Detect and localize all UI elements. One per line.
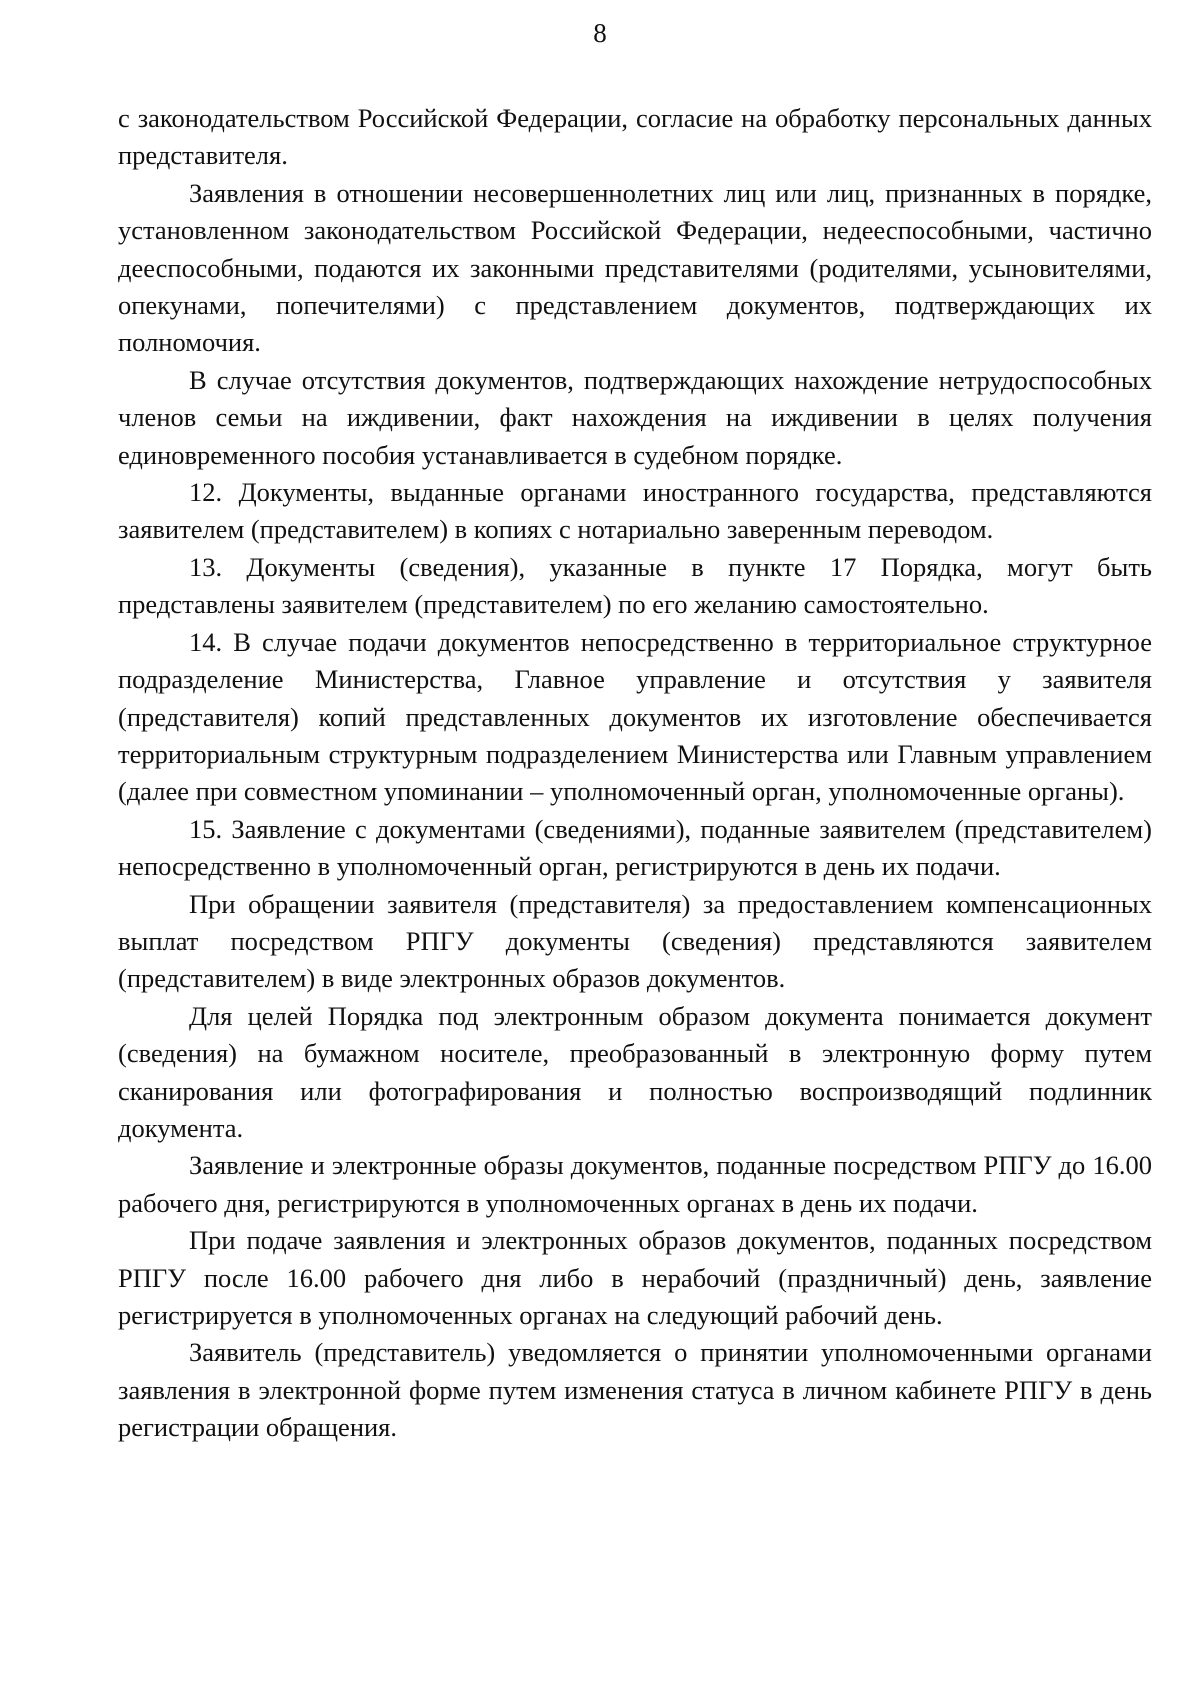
paragraph-registration-before-1600: Заявление и электронные образы документов, поданные посредством РПГУ до 16.00 рабочего дня, регистрируются в уполномоченных органах в день их подачи. bbox=[118, 1150, 1152, 1218]
page-number: 8 bbox=[593, 18, 607, 48]
paragraph-item-12: 12. Документы, выданные органами иностранного государства, представляются заявителем (представителем) в копиях с нотариально заверенным переводом. bbox=[118, 477, 1152, 545]
paragraph-item-15: 15. Заявление с документами (сведениями), поданные заявителем (представителем) непосредственно в уполномоченный орган, регистрируются в день их подачи. bbox=[118, 813, 1152, 882]
paragraph-registration-after-1600: При подаче заявления и электронных образов документов, поданных посредством РПГУ после 16.00 рабочего дня либо в нерабочий (праздничный) день, заявление регистрируется в уполномоченных органах на следующий рабочий день. bbox=[118, 1225, 1152, 1330]
paragraph-item-13: 13. Документы (сведения), указанные в пункте 17 Порядка, могут быть представлены заявителем (представителем) по его желанию самостоятельно. bbox=[118, 551, 1152, 620]
paragraph-electronic-image-definition: Для целей Порядка под электронным образом документа понимается документ (сведения) на бумажном носителе, преобразованный в электронную форму путем сканирования или фотографирования и полностью воспроизводящий подлинник документа. bbox=[118, 1000, 1152, 1143]
paragraph-notification: Заявитель (представитель) уведомляется о принятии уполномоченными органами заявления в электронной форме путем изменения статуса в личном кабинете РПГУ в день регистрации обращения. bbox=[118, 1337, 1152, 1443]
paragraph-item-14: 14. В случае подачи документов непосредственно в территориальное структурное подразделение Министерства, Главное управление и отсутствия у заявителя (представителя) копий представленных документов их изготовление обеспечивается территориальным структурным подразделением Министерства или Главным управлением (далее при совместном упоминании – уполномоченный орган, уполномоченные органы). bbox=[118, 626, 1152, 807]
paragraph-rpgu-submission: При обращении заявителя (представителя) за предоставлением компенсационных выплат посредством РПГУ документы (сведения) представляются заявителем (представителем) в виде электронных образов документов. bbox=[118, 888, 1152, 994]
paragraph-dependents-court: В случае отсутствия документов, подтверждающих нахождение нетрудоспособных членов семьи на иждивении, факт нахождения на иждивении в целях получения единовременного пособия устанавливается в судебном порядке. bbox=[118, 364, 1152, 470]
document-body bbox=[118, 100, 1152, 1447]
paragraph-continuation: с законодательством Российской Федерации, согласие на обработку персональных данных представителя. bbox=[118, 103, 1152, 171]
paragraph-minors-applications: Заявления в отношении несовершеннолетних лиц или лиц, признанных в порядке, установленном законодательством Российской Федерации, недееспособными, частично дееспособными, подаются их законными представителями (родителями, усыновителями, опекунами, попечителями) с представлением документов, подтверждающих их полномочия. bbox=[118, 177, 1152, 358]
